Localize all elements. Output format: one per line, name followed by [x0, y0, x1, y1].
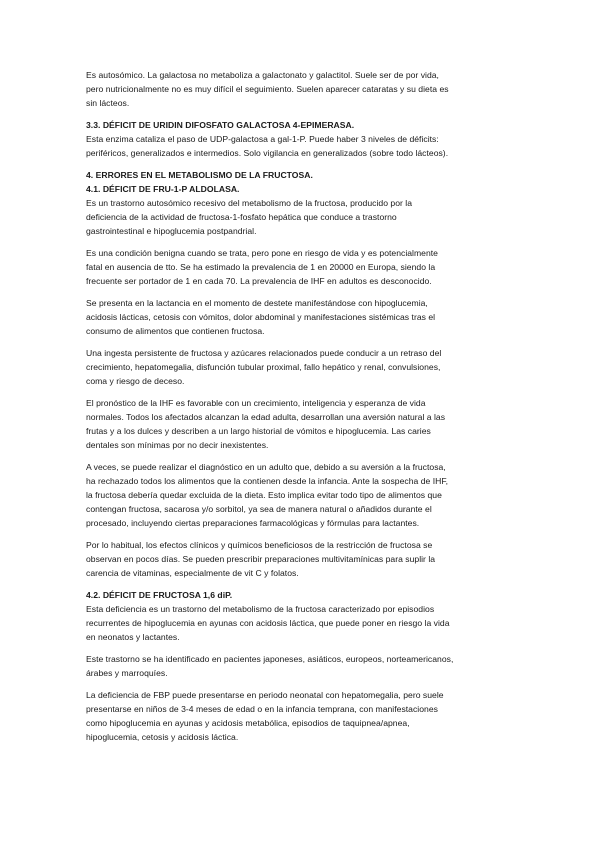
- text-line: presentarse en niños de 3-4 meses de edad o en la infancia temprana, con manifestaciones: [86, 704, 438, 714]
- text-line: Este trastorno se ha identificado en pacientes japoneses, asiáticos, europeos, norteamericanos,: [86, 654, 454, 664]
- text-line: Es un trastorno autosómico recesivo del metabolismo de la fructosa, producido por la: [86, 198, 413, 208]
- paragraph-ihf-diagnosis: [86, 460, 516, 530]
- text-line: frecuente ser portador de 1 en cada 70. La prevalencia de IHF en adultos es desconocido.: [86, 276, 432, 286]
- text-line: en neonatos y lactantes.: [86, 632, 180, 642]
- section-heading-3-3: 3.3. DÉFICIT DE URIDIN DIFOSFATO GALACTOSA 4-EPIMERASA.: [86, 120, 355, 130]
- text-line: coma y riesgo de deceso.: [86, 376, 185, 386]
- text-line: procesado, incluyendo ciertas preparaciones farmacológicas y fórmulas para lactantes.: [86, 518, 420, 528]
- document-page: [86, 68, 516, 744]
- paragraph-galactosemia-intro: [86, 68, 516, 110]
- paragraph-ihf-treatment: [86, 538, 516, 580]
- text-line: sin lácteos.: [86, 98, 130, 108]
- text-line: Una ingesta persistente de fructosa y azúcares relacionados puede conducir a un retraso del: [86, 348, 442, 358]
- section-heading-4-2: 4.2. DÉFICIT DE FRUCTOSA 1,6 diP.: [86, 590, 233, 600]
- text-line: crecimiento, hepatomegalia, disfunción tubular proximal, fallo hepático y renal, convulsiones,: [86, 362, 441, 372]
- text-line: gastrointestinal e hipoglucemia postpandrial.: [86, 226, 257, 236]
- paragraph-ihf-persistent-intake: [86, 346, 516, 388]
- text-line: deficiencia de la actividad de fructosa-1-fosfato hepática que conduce a trastorno: [86, 212, 397, 222]
- text-line: árabes y marroquíes.: [86, 668, 168, 678]
- text-line: dentales son mínimas por no decir inexistentes.: [86, 440, 269, 450]
- text-line: Esta deficiencia es un trastorno del metabolismo de la fructosa caracterizado por episodios: [86, 604, 435, 614]
- text-line: carencia de vitaminas, especialmente de vit C y folatos.: [86, 568, 299, 578]
- text-line: Esta enzima cataliza el paso de UDP-galactosa a gal-1-P. Puede haber 3 niveles de déficits:: [86, 134, 439, 144]
- text-line: Se presenta en la lactancia en el momento de destete manifestándose con hipoglucemia,: [86, 298, 428, 308]
- text-line: observan en pocos días. Se pueden prescribir preparaciones multivitamínicas para suplir la: [86, 554, 436, 564]
- paragraph-fbp-populations: [86, 652, 516, 680]
- paragraph-epimerasa: [86, 132, 516, 160]
- paragraph-ihf-definition: [86, 196, 516, 238]
- text-line: consumo de alimentos que contienen fructosa.: [86, 326, 265, 336]
- section-heading-4: 4. ERRORES EN EL METABOLISMO DE LA FRUCTOSA.: [86, 170, 313, 180]
- section-heading-4-1: 4.1. DÉFICIT DE FRU-1-P ALDOLASA.: [86, 184, 240, 194]
- text-line: Por lo habitual, los efectos clínicos y químicos beneficiosos de la restricción de fructosa se: [86, 540, 433, 550]
- text-line: A veces, se puede realizar el diagnóstico en un adulto que, debido a su aversión a la fructosa,: [86, 462, 446, 472]
- text-line: contengan fructosa, sacarosa y/o sorbitol, ya sea de manera natural o añadidos durante el: [86, 504, 432, 514]
- text-line: como hipoglucemia en ayunas y acidosis metabólica, episodios de taquipnea/apnea,: [86, 718, 410, 728]
- text-line: hipoglucemia, cetosis y acidosis láctica.: [86, 732, 239, 742]
- paragraph-ihf-prevalence: [86, 246, 516, 288]
- text-line: periféricos, generalizados e intermedios. Solo vigilancia en generalizados (sobre todo lácteos).: [86, 148, 449, 158]
- text-line: acidosis lácticas, cetosis con vómitos, dolor abdominal y manifestaciones sistémicas tras el: [86, 312, 436, 322]
- text-line: El pronóstico de la IHF es favorable con un crecimiento, inteligencia y esperanza de vida: [86, 398, 426, 408]
- text-line: normales. Todos los afectados alcanzan la edad adulta, desarrollan una aversión natural a las: [86, 412, 446, 422]
- text-line: Es autosómico. La galactosa no metaboliza a galactonato y galactitol. Suele ser de por vida,: [86, 70, 439, 80]
- text-line: frutas y a los dulces y describen a un largo historial de vómitos e hipoglucemia. Las caries: [86, 426, 431, 436]
- text-line: La deficiencia de FBP puede presentarse en periodo neonatal con hepatomegalia, pero suele: [86, 690, 444, 700]
- paragraph-ihf-presentation: [86, 296, 516, 338]
- paragraph-fbp-definition: [86, 602, 516, 644]
- paragraph-fbp-presentation: [86, 688, 516, 744]
- text-line: fatal en ausencia de tto. Se ha estimado la prevalencia de 1 en 20000 en Europa, siendo la: [86, 262, 436, 272]
- text-line: ha rechazado todos los alimentos que la contienen desde la infancia. Ante la sospecha de IHF,: [86, 476, 449, 486]
- text-line: la fructosa debería quedar excluida de la dieta. Esto implica evitar todo tipo de alimentos que: [86, 490, 442, 500]
- text-line: Es una condición benigna cuando se trata, pero pone en riesgo de vida y es potencialmente: [86, 248, 438, 258]
- text-line: pero nutricionalmente no es muy difícil el seguimiento. Suelen aparecer cataratas y su dieta es: [86, 84, 449, 94]
- paragraph-ihf-prognosis: [86, 396, 516, 452]
- text-line: recurrentes de hipoglucemia en ayunas con acidosis láctica, que puede poner en riesgo la vida: [86, 618, 450, 628]
